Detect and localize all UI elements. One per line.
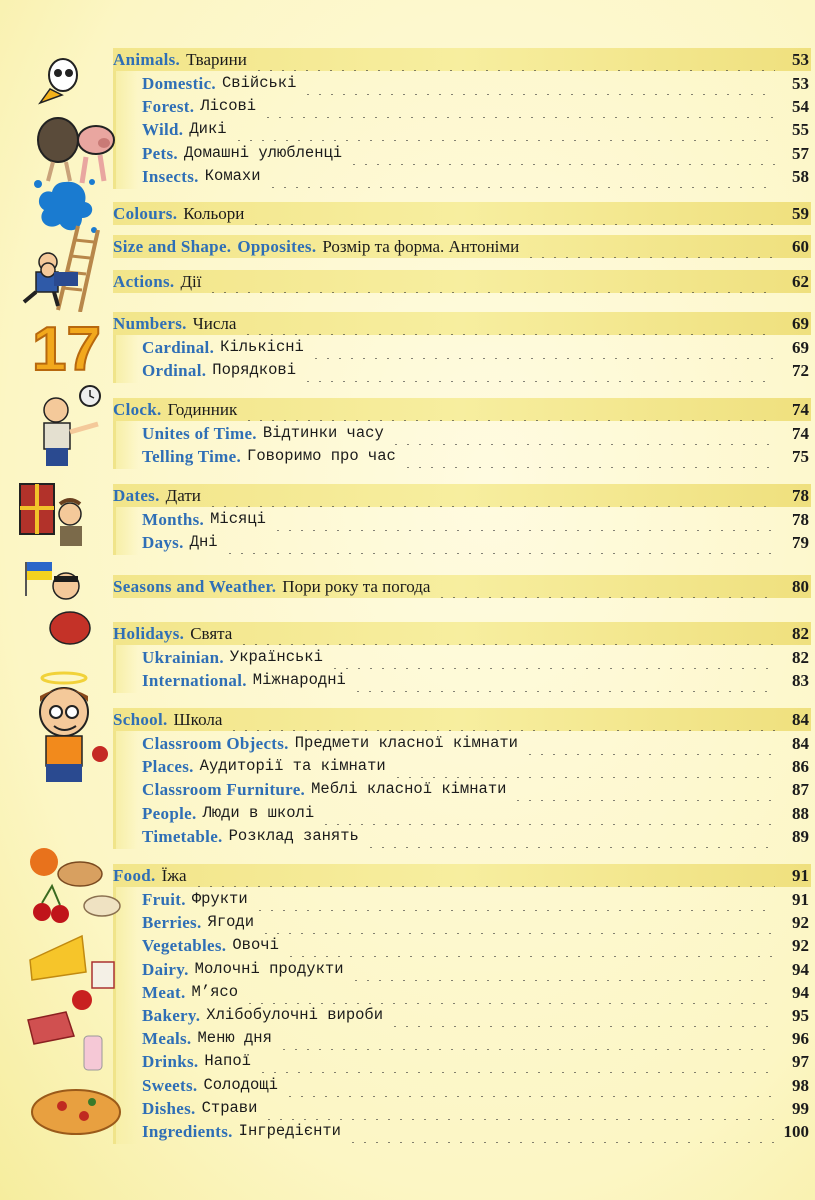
entry-title-ua: Місяці bbox=[210, 510, 266, 528]
number-17-icon bbox=[28, 310, 112, 380]
dot-leader bbox=[365, 825, 775, 848]
entry-title-ua: Ягоди bbox=[207, 913, 255, 932]
entry-title-en: Sweets. bbox=[142, 1075, 198, 1095]
dot-leader bbox=[348, 142, 775, 165]
entry-title-ua: Відтинки часу bbox=[262, 424, 384, 442]
dot-leader bbox=[524, 732, 775, 755]
entry-title-ua: Дикі bbox=[189, 120, 227, 139]
page-number: 92 bbox=[792, 913, 809, 933]
toc-subsection-row[interactable] bbox=[142, 422, 811, 445]
dot-leader bbox=[347, 1120, 775, 1143]
page-number: 96 bbox=[792, 1029, 809, 1049]
entry-title-ua: Числа bbox=[192, 314, 237, 333]
toc-subsection-row[interactable] bbox=[142, 359, 811, 382]
entry-title-ua: Свята bbox=[190, 624, 233, 643]
toc-subsection-row[interactable] bbox=[142, 1027, 811, 1050]
entry-title-en: Berries. bbox=[142, 913, 202, 933]
entry-title-en: Cardinal. bbox=[142, 338, 215, 357]
page-number: 62 bbox=[792, 272, 809, 291]
entry-title-ua: Свійські bbox=[221, 74, 297, 92]
entry-title-ua: Меню дня bbox=[197, 1029, 272, 1048]
page-number: 57 bbox=[792, 143, 809, 163]
page-number: 75 bbox=[792, 447, 809, 467]
page-number: 80 bbox=[792, 577, 809, 596]
dot-leader bbox=[392, 755, 775, 778]
toc-subsection-row[interactable] bbox=[142, 778, 811, 801]
entry-title-ua: Домашні улюбленці bbox=[183, 143, 343, 162]
dot-leader bbox=[352, 669, 775, 692]
toc-section-row[interactable] bbox=[113, 202, 811, 225]
page-number: 84 bbox=[792, 734, 809, 753]
dot-leader bbox=[278, 1027, 775, 1050]
dot-leader bbox=[350, 958, 776, 981]
entry-title-en: Food. bbox=[113, 866, 156, 885]
dot-leader bbox=[272, 508, 775, 531]
entry-title-ua: Солодощі bbox=[203, 1075, 278, 1094]
dot-leader bbox=[233, 118, 775, 141]
dot-leader bbox=[254, 888, 775, 911]
entry-title-en: Fruit. bbox=[142, 890, 186, 909]
entry-title-en: Domestic. bbox=[142, 74, 216, 93]
dot-leader bbox=[285, 934, 775, 957]
toc-subsection-row[interactable] bbox=[142, 1097, 811, 1120]
toc-subsection-row[interactable] bbox=[142, 142, 811, 165]
page-number: 53 bbox=[792, 50, 809, 69]
dot-leader bbox=[389, 1004, 775, 1027]
entry-title-en: Bakery. bbox=[142, 1006, 201, 1025]
toc-subsection-row[interactable] bbox=[142, 508, 811, 531]
page-number: 78 bbox=[792, 486, 809, 505]
toc-subsection-row[interactable] bbox=[142, 1050, 811, 1073]
toc-subsection-row[interactable] bbox=[142, 445, 811, 468]
toc-subsection-row[interactable] bbox=[142, 95, 811, 118]
entry-title-en: Wild. bbox=[142, 120, 184, 140]
dot-leader bbox=[238, 622, 775, 645]
toc-section-row[interactable] bbox=[113, 622, 811, 645]
entry-title-ua: Меблі класної кімнати bbox=[311, 780, 507, 799]
dot-leader bbox=[243, 398, 775, 421]
entry-title-en: Places. bbox=[142, 757, 194, 777]
entry-title-en: Actions. bbox=[113, 272, 175, 291]
entry-title-ua: Дні bbox=[189, 533, 218, 552]
page-number: 69 bbox=[792, 338, 809, 357]
dot-leader bbox=[257, 1050, 775, 1073]
entry-title-ua: Міжнародні bbox=[252, 671, 346, 690]
entry-title-ua: Дії bbox=[180, 272, 202, 291]
entry-title-en: Animals. bbox=[113, 50, 181, 69]
toc-subsection-row[interactable] bbox=[142, 888, 811, 911]
page-number: 59 bbox=[792, 204, 809, 223]
acting-character-icon bbox=[36, 252, 96, 302]
entry-title-ua: Порядкові bbox=[212, 361, 296, 380]
toc-subsection-row[interactable] bbox=[142, 1004, 811, 1027]
page-number: 86 bbox=[792, 757, 809, 777]
food-collage-icon bbox=[22, 840, 132, 1150]
cartoon-animals-icon bbox=[18, 45, 118, 185]
entry-title-en: Clock. bbox=[113, 400, 162, 419]
page-number: 69 bbox=[792, 314, 809, 333]
subsection-bracket bbox=[113, 507, 138, 555]
dot-leader bbox=[262, 95, 775, 118]
toc-section-row[interactable] bbox=[113, 575, 811, 598]
entry-title-ua: Комахи bbox=[204, 166, 261, 185]
entry-title-ua: Їжа bbox=[161, 866, 187, 885]
entry-title-en: Dishes. bbox=[142, 1098, 196, 1118]
page-number: 79 bbox=[792, 533, 809, 553]
dot-leader bbox=[260, 911, 775, 934]
subsection-bracket bbox=[113, 421, 138, 469]
toc-section-row[interactable] bbox=[113, 484, 811, 507]
page-number: 95 bbox=[792, 1006, 809, 1025]
schoolboy-icon bbox=[20, 668, 120, 788]
page-number: 53 bbox=[792, 74, 809, 93]
toc-section-row[interactable] bbox=[113, 270, 811, 293]
entry-title-ua: Тварини bbox=[186, 50, 247, 69]
page-number: 99 bbox=[792, 1098, 809, 1118]
toc-subsection-row[interactable] bbox=[142, 911, 811, 934]
dot-leader bbox=[402, 445, 775, 468]
page-number: 91 bbox=[792, 866, 809, 885]
toc-section-row[interactable] bbox=[113, 864, 811, 887]
entry-title-en: Pets. bbox=[142, 143, 178, 163]
toc-subsection-row[interactable] bbox=[142, 1074, 811, 1097]
entry-title-en: Days. bbox=[142, 533, 184, 553]
toc-subsection-row[interactable] bbox=[142, 118, 811, 141]
page-number: 82 bbox=[792, 624, 809, 643]
entry-title-ua: Дати bbox=[165, 486, 201, 505]
dot-leader bbox=[512, 778, 775, 801]
dot-leader bbox=[310, 336, 775, 359]
entry-title-ua: Школа bbox=[173, 710, 223, 729]
toc-subsection-row[interactable] bbox=[142, 958, 811, 981]
dot-leader bbox=[302, 72, 775, 95]
page-number: 98 bbox=[792, 1075, 809, 1095]
toc-subsection-row[interactable] bbox=[142, 802, 811, 825]
toc-subsection-row[interactable] bbox=[142, 755, 811, 778]
entry-title-en: Dates. bbox=[113, 486, 160, 505]
dot-leader bbox=[284, 1074, 775, 1097]
dot-leader bbox=[207, 270, 775, 293]
entry-title-ua: Страви bbox=[201, 1098, 258, 1117]
dot-leader bbox=[390, 422, 775, 445]
entry-title-ua: М’ясо bbox=[191, 982, 239, 1001]
entry-title-en: Months. bbox=[142, 510, 205, 529]
toc-subsection-row[interactable] bbox=[142, 531, 811, 554]
entry-title-en: Size and Shape. bbox=[113, 237, 232, 256]
entry-title-ua: Предмети класної кімнати bbox=[294, 734, 518, 752]
toc-subsection-row[interactable] bbox=[142, 72, 811, 95]
entry-title-ua: Фрукти bbox=[191, 890, 248, 908]
dot-leader bbox=[329, 646, 775, 669]
dot-leader bbox=[207, 484, 775, 507]
entry-title-ua: Молочні продукти bbox=[194, 959, 344, 978]
page-number: 89 bbox=[792, 826, 809, 846]
dot-leader bbox=[228, 708, 775, 731]
entry-title-en: Numbers. bbox=[113, 314, 187, 333]
entry-title-en: Ukrainian. bbox=[142, 648, 224, 667]
dot-leader bbox=[525, 235, 775, 258]
toc-section-row[interactable] bbox=[113, 398, 811, 421]
page-number: 92 bbox=[792, 936, 809, 956]
page-number: 54 bbox=[792, 97, 809, 117]
page-number: 83 bbox=[792, 671, 809, 691]
entry-title-ua: Інгредієнти bbox=[238, 1122, 341, 1140]
dot-leader bbox=[250, 202, 775, 225]
entry-title-en: Forest. bbox=[142, 97, 195, 117]
toc-subsection-row[interactable] bbox=[142, 825, 811, 848]
entry-title-ua: Хлібобулочні вироби bbox=[206, 1006, 384, 1024]
entry-title-en: Ordinal. bbox=[142, 361, 207, 381]
page-number: 84 bbox=[792, 710, 809, 729]
page-number: 94 bbox=[792, 982, 809, 1002]
toc-subsection-row[interactable] bbox=[142, 165, 811, 188]
page-number: 55 bbox=[792, 120, 809, 140]
entry-title-en: Drinks. bbox=[142, 1052, 199, 1072]
toc-section-row[interactable] bbox=[113, 48, 811, 71]
entry-title-en: Meat. bbox=[142, 982, 186, 1002]
entry-title-ua: Пори року та погода bbox=[282, 577, 431, 596]
toc-subsection-row[interactable] bbox=[142, 981, 811, 1004]
entry-title-en: Telling Time. bbox=[142, 447, 242, 467]
entry-title-ua: Розклад занять bbox=[228, 826, 359, 845]
entry-title-en: Ingredients. bbox=[142, 1122, 233, 1141]
entry-title-ua: Говоримо про час bbox=[247, 447, 396, 466]
toc-subsection-row[interactable] bbox=[142, 732, 811, 755]
toc-subsection-row[interactable] bbox=[142, 934, 811, 957]
entry-title-ua: Лісові bbox=[200, 97, 257, 116]
entry-title-ua: Годинник bbox=[167, 400, 238, 419]
entry-title-en: Classroom Furniture. bbox=[142, 780, 306, 800]
flag-character-icon bbox=[22, 556, 102, 651]
page-number: 60 bbox=[792, 237, 809, 256]
toc-subsection-row[interactable] bbox=[142, 336, 811, 359]
entry-title-ua: Кількісні bbox=[220, 338, 304, 356]
entry-title-en: Colours. bbox=[113, 204, 178, 223]
entry-title-ua: Аудиторії та кімнати bbox=[199, 757, 386, 776]
entry-title-en: People. bbox=[142, 803, 197, 823]
number-17-label: 17 bbox=[32, 315, 101, 380]
entry-title-en: International. bbox=[142, 671, 247, 691]
page-number: 78 bbox=[792, 510, 809, 529]
toc-subsection-row[interactable] bbox=[142, 669, 811, 692]
entry-title-en: Timetable. bbox=[142, 826, 223, 846]
dot-leader bbox=[193, 864, 775, 887]
entry-title-en: Classroom Objects. bbox=[142, 734, 289, 753]
page-number: 100 bbox=[783, 1122, 809, 1141]
dot-leader bbox=[302, 359, 775, 382]
dot-leader bbox=[224, 531, 775, 554]
page-number: 94 bbox=[792, 959, 809, 979]
page-number: 72 bbox=[792, 361, 809, 381]
page-number: 82 bbox=[792, 648, 809, 667]
entry-title-en: Seasons and Weather. bbox=[113, 577, 277, 596]
dot-leader bbox=[253, 48, 775, 71]
toc-subsection-row[interactable] bbox=[142, 646, 811, 669]
subsection-bracket bbox=[113, 335, 138, 383]
page-number: 58 bbox=[792, 166, 809, 186]
entry-title-ua: Українські bbox=[229, 648, 323, 666]
entry-title-en: Dairy. bbox=[142, 959, 189, 979]
entry-title-ua: Кольори bbox=[183, 204, 245, 223]
toc-section-row[interactable] bbox=[113, 235, 811, 258]
page-number: 91 bbox=[792, 890, 809, 909]
dot-leader bbox=[436, 575, 775, 598]
page-number: 74 bbox=[792, 424, 809, 443]
entry-title-ua: Розмір та форма. Антоніми bbox=[322, 237, 520, 256]
toc-section-row[interactable] bbox=[113, 708, 811, 731]
page-number: 87 bbox=[792, 780, 809, 800]
page-number: 88 bbox=[792, 803, 809, 823]
dot-leader bbox=[244, 981, 775, 1004]
dot-leader bbox=[267, 165, 775, 188]
dot-leader bbox=[263, 1097, 775, 1120]
entry-title-en: Meals. bbox=[142, 1029, 192, 1049]
entry-title-en: School. bbox=[113, 710, 168, 729]
clock-character-icon bbox=[18, 380, 108, 475]
entry-title-en-2: Opposites. bbox=[237, 237, 317, 256]
entry-title-ua: Овочі bbox=[232, 936, 279, 955]
entry-title-en: Holidays. bbox=[113, 624, 185, 643]
dot-leader bbox=[242, 312, 775, 335]
entry-title-en: Insects. bbox=[142, 166, 199, 186]
entry-title-en: Vegetables. bbox=[142, 936, 227, 956]
page-number: 97 bbox=[792, 1052, 809, 1072]
page-number: 74 bbox=[792, 400, 809, 419]
entry-title-ua: Напої bbox=[204, 1052, 251, 1071]
entry-title-ua: Люди в школі bbox=[202, 803, 315, 822]
gift-character-icon bbox=[16, 472, 96, 552]
dot-leader bbox=[320, 802, 775, 825]
toc-subsection-row[interactable] bbox=[142, 1120, 811, 1143]
entry-title-en: Unites of Time. bbox=[142, 424, 257, 443]
toc-section-row[interactable] bbox=[113, 312, 811, 335]
